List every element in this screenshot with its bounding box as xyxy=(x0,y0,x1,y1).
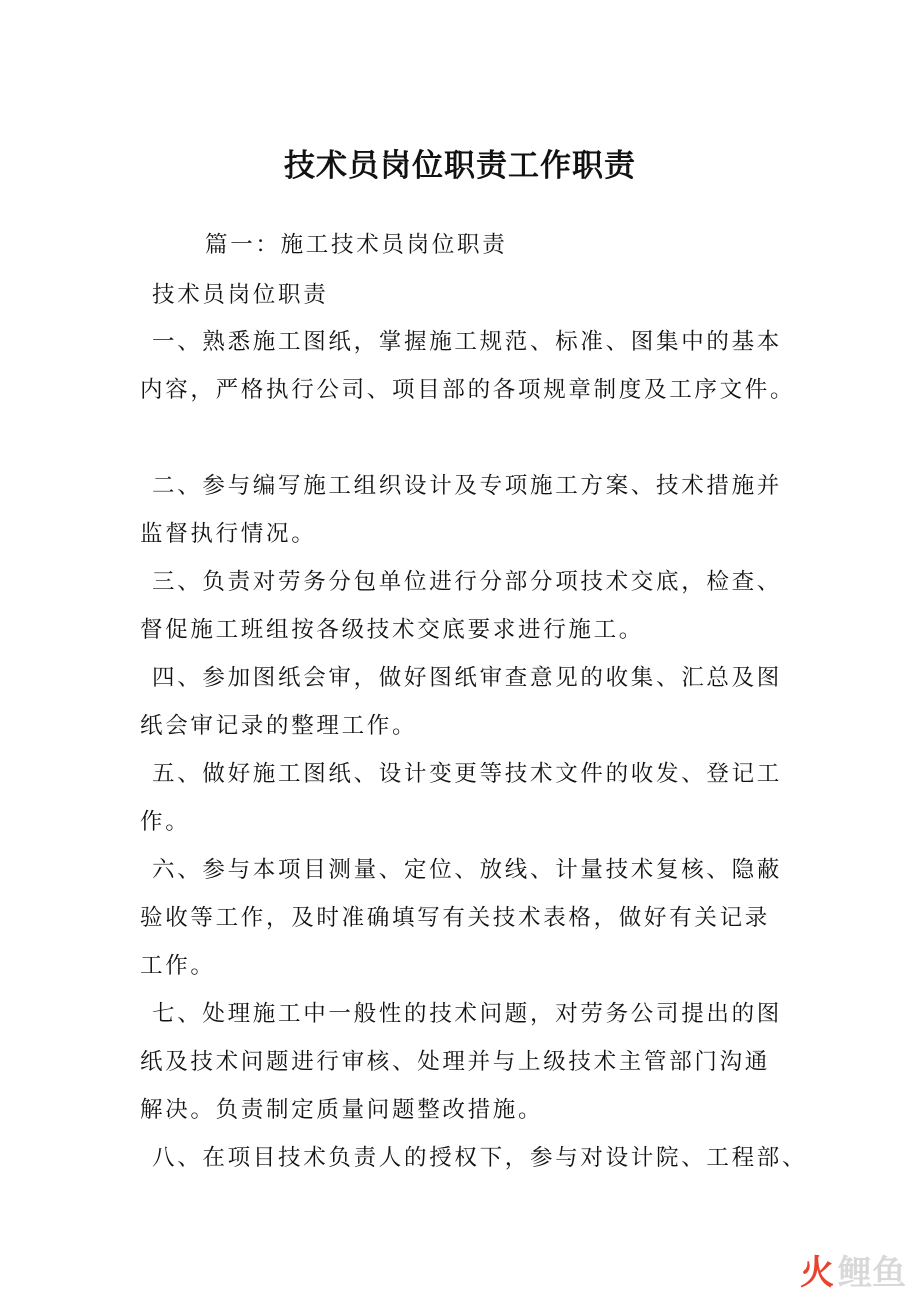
paragraph-line: 监督执行情况。 xyxy=(140,521,317,547)
paragraph-line: 内容，严格执行公司、项目部的各项规章制度及工序文件。 xyxy=(140,377,796,403)
paragraph-line: 作。 xyxy=(140,809,191,835)
section-heading: 篇一：施工技术员岗位职责 xyxy=(205,232,508,258)
paragraph-line: 解决。负责制定质量问题整改措施。 xyxy=(140,1097,544,1123)
document-title: 技术员岗位职责工作职责 xyxy=(284,148,636,184)
subheading: 技术员岗位职责 xyxy=(152,282,329,308)
paragraph-line: 八、在项目技术负责人的授权下，参与对设计院、工程部、 xyxy=(152,1145,808,1171)
paragraph-line: 督促施工班组按各级技术交底要求进行施工。 xyxy=(140,617,645,643)
watermark-fire-text: 火 xyxy=(800,1253,834,1293)
paragraph-line: 五、做好施工图纸、设计变更等技术文件的收发、登记工 xyxy=(152,761,783,787)
paragraph-line: 二、参与编写施工组织设计及专项施工方案、技术措施并 xyxy=(152,473,783,499)
paragraph-line: 六、参与本项目测量、定位、放线、计量技术复核、隐蔽 xyxy=(152,857,783,883)
paragraph-line: 七、处理施工中一般性的技术问题，对劳务公司提出的图 xyxy=(152,1001,783,1027)
watermark-logo xyxy=(800,1245,906,1294)
paragraph-line: 一、熟悉施工图纸，掌握施工规范、标准、图集中的基本 xyxy=(152,329,783,355)
paragraph-line: 纸及技术问题进行审核、处理并与上级技术主管部门沟通 xyxy=(140,1049,771,1075)
paragraph-line: 工作。 xyxy=(140,953,216,979)
paragraph-line: 四、参加图纸会审，做好图纸审查意见的收集、汇总及图 xyxy=(152,665,783,691)
watermark-carp-text: 鲤鱼 xyxy=(838,1253,906,1293)
paragraph-line: 三、负责对劳务分包单位进行分部分项技术交底，检查、 xyxy=(152,569,783,595)
paragraph-line: 纸会审记录的整理工作。 xyxy=(140,713,418,739)
paragraph-line: 验收等工作，及时准确填写有关技术表格，做好有关记录 xyxy=(140,905,771,931)
